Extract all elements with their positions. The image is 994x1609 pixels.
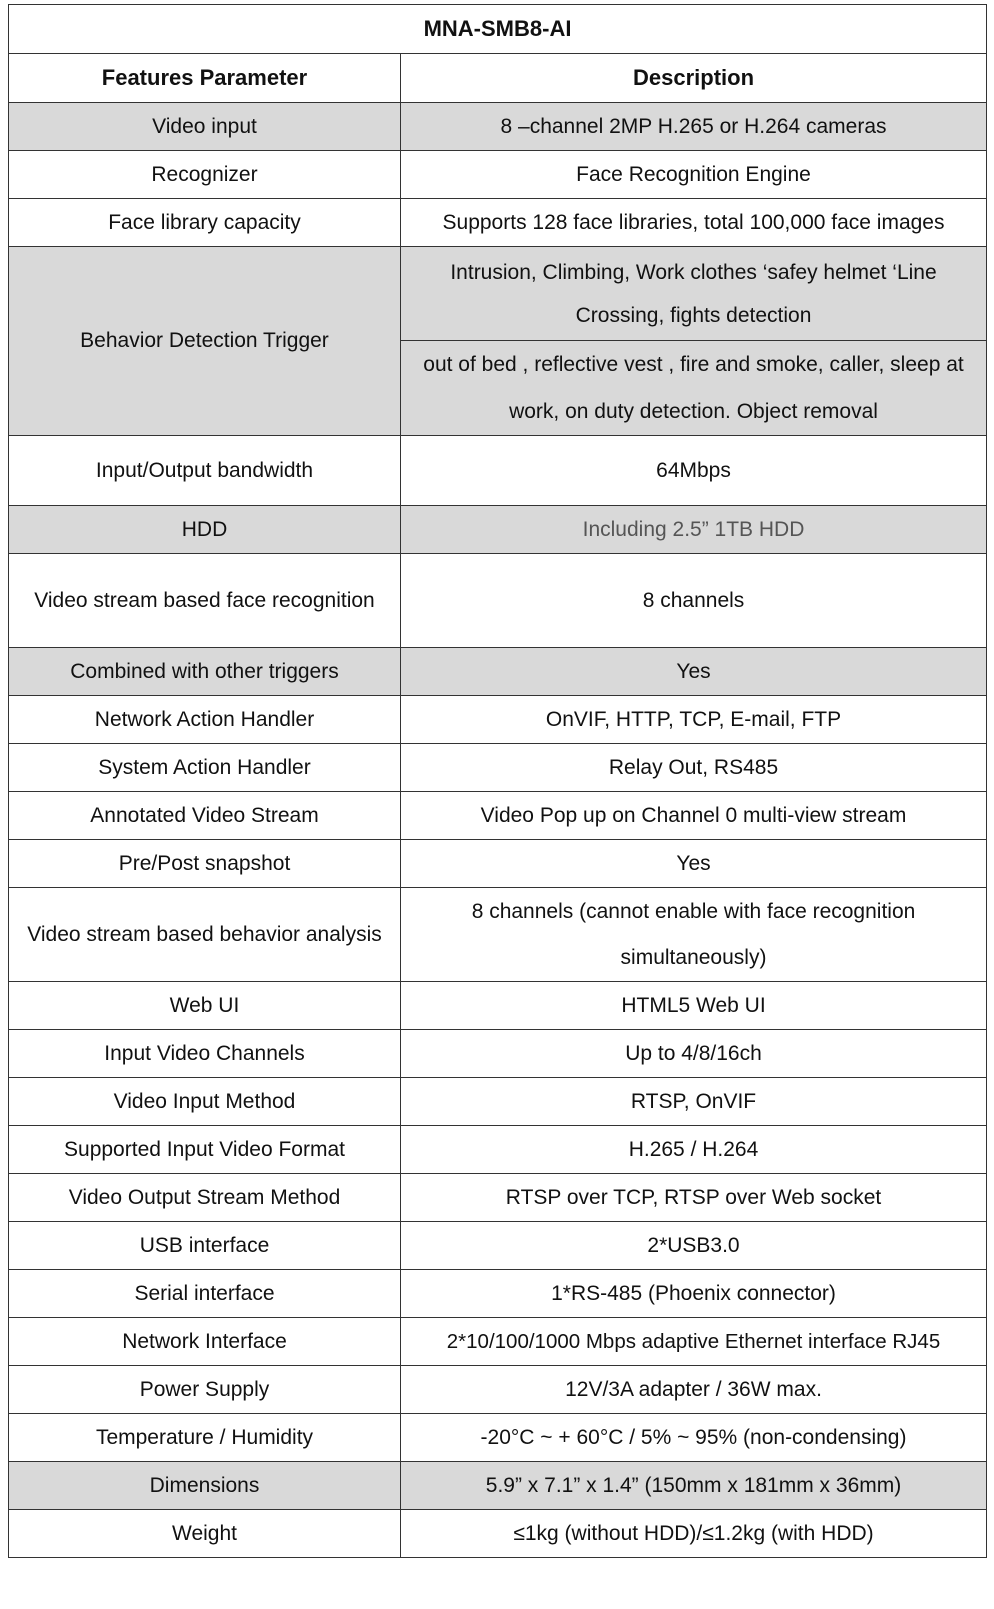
description-cell: Up to 4/8/16ch <box>401 1030 987 1078</box>
feature-cell: Video Output Stream Method <box>9 1174 401 1222</box>
feature-cell: USB interface <box>9 1222 401 1270</box>
table-row <box>9 247 987 341</box>
description-cell: H.265 / H.264 <box>401 1126 987 1174</box>
feature-cell: HDD <box>9 506 401 554</box>
table-row <box>9 151 987 199</box>
description-cell: out of bed , reflective vest , fire and smoke, caller, sleep at work, on duty detection. Object removal <box>401 341 987 436</box>
table-row <box>9 792 987 840</box>
feature-cell: Dimensions <box>9 1462 401 1510</box>
table-row <box>9 1318 987 1366</box>
feature-cell: Weight <box>9 1510 401 1558</box>
description-cell: 1*RS-485 (Phoenix connector) <box>401 1270 987 1318</box>
table-row <box>9 888 987 982</box>
feature-cell: Pre/Post snapshot <box>9 840 401 888</box>
description-cell: 8 –channel 2MP H.265 or H.264 cameras <box>401 103 987 151</box>
description-cell: 2*10/100/1000 Mbps adaptive Ethernet interface RJ45 <box>401 1318 987 1366</box>
description-cell: Yes <box>401 648 987 696</box>
description-cell: Including 2.5” 1TB HDD <box>401 506 987 554</box>
table-row <box>9 1030 987 1078</box>
table-row <box>9 1078 987 1126</box>
table-row <box>9 199 987 247</box>
description-cell: 5.9” x 7.1” x 1.4” (150mm x 181mm x 36mm) <box>401 1462 987 1510</box>
feature-cell: Video stream based behavior analysis <box>9 888 401 982</box>
table-row <box>9 554 987 648</box>
description-cell: Intrusion, Climbing, Work clothes ‘safey helmet ‘Line Crossing, fights detection <box>401 247 987 341</box>
description-cell: Supports 128 face libraries, total 100,000 face images <box>401 199 987 247</box>
feature-cell: Web UI <box>9 982 401 1030</box>
description-cell: -20°C ~ + 60°C / 5% ~ 95% (non-condensing) <box>401 1414 987 1462</box>
description-cell: OnVIF, HTTP, TCP, E-mail, FTP <box>401 696 987 744</box>
table-row <box>9 436 987 506</box>
description-cell: 64Mbps <box>401 436 987 506</box>
table-row <box>9 696 987 744</box>
table-row <box>9 1510 987 1558</box>
table-row <box>9 648 987 696</box>
description-cell: RTSP, OnVIF <box>401 1078 987 1126</box>
table-row <box>9 982 987 1030</box>
table-row <box>9 1366 987 1414</box>
table-row <box>9 1126 987 1174</box>
table-row <box>9 506 987 554</box>
feature-cell: Combined with other triggers <box>9 648 401 696</box>
feature-cell: Annotated Video Stream <box>9 792 401 840</box>
description-cell: Relay Out, RS485 <box>401 744 987 792</box>
spec-sheet <box>8 4 986 1558</box>
feature-cell: Network Action Handler <box>9 696 401 744</box>
description-cell: 8 channels <box>401 554 987 648</box>
feature-cell: Input Video Channels <box>9 1030 401 1078</box>
feature-cell: Video input <box>9 103 401 151</box>
table-row <box>9 1174 987 1222</box>
feature-cell: Temperature / Humidity <box>9 1414 401 1462</box>
description-cell: 8 channels (cannot enable with face recognition simultaneously) <box>401 888 987 982</box>
feature-cell: Input/Output bandwidth <box>9 436 401 506</box>
feature-cell: Supported Input Video Format <box>9 1126 401 1174</box>
description-cell: 2*USB3.0 <box>401 1222 987 1270</box>
description-cell: ≤1kg (without HDD)/≤1.2kg (with HDD) <box>401 1510 987 1558</box>
feature-cell: Behavior Detection Trigger <box>9 247 401 436</box>
table-row <box>9 840 987 888</box>
table-row <box>9 1462 987 1510</box>
header-description: Description <box>401 54 987 103</box>
description-cell: RTSP over TCP, RTSP over Web socket <box>401 1174 987 1222</box>
spec-table <box>8 4 987 1558</box>
header-row <box>9 54 987 103</box>
description-cell: Yes <box>401 840 987 888</box>
feature-cell: Face library capacity <box>9 199 401 247</box>
feature-cell: Video Input Method <box>9 1078 401 1126</box>
table-row <box>9 1222 987 1270</box>
description-cell: 12V/3A adapter / 36W max. <box>401 1366 987 1414</box>
feature-cell: Serial interface <box>9 1270 401 1318</box>
feature-cell: Recognizer <box>9 151 401 199</box>
table-row <box>9 744 987 792</box>
header-feature: Features Parameter <box>9 54 401 103</box>
description-cell: Face Recognition Engine <box>401 151 987 199</box>
table-row <box>9 1270 987 1318</box>
title-row <box>9 5 987 54</box>
table-row <box>9 103 987 151</box>
feature-cell: Power Supply <box>9 1366 401 1414</box>
description-cell: HTML5 Web UI <box>401 982 987 1030</box>
table-title: MNA-SMB8-AI <box>9 5 987 54</box>
table-row <box>9 1414 987 1462</box>
feature-cell: System Action Handler <box>9 744 401 792</box>
description-cell: Video Pop up on Channel 0 multi-view stream <box>401 792 987 840</box>
feature-cell: Network Interface <box>9 1318 401 1366</box>
feature-cell: Video stream based face recognition <box>9 554 401 648</box>
